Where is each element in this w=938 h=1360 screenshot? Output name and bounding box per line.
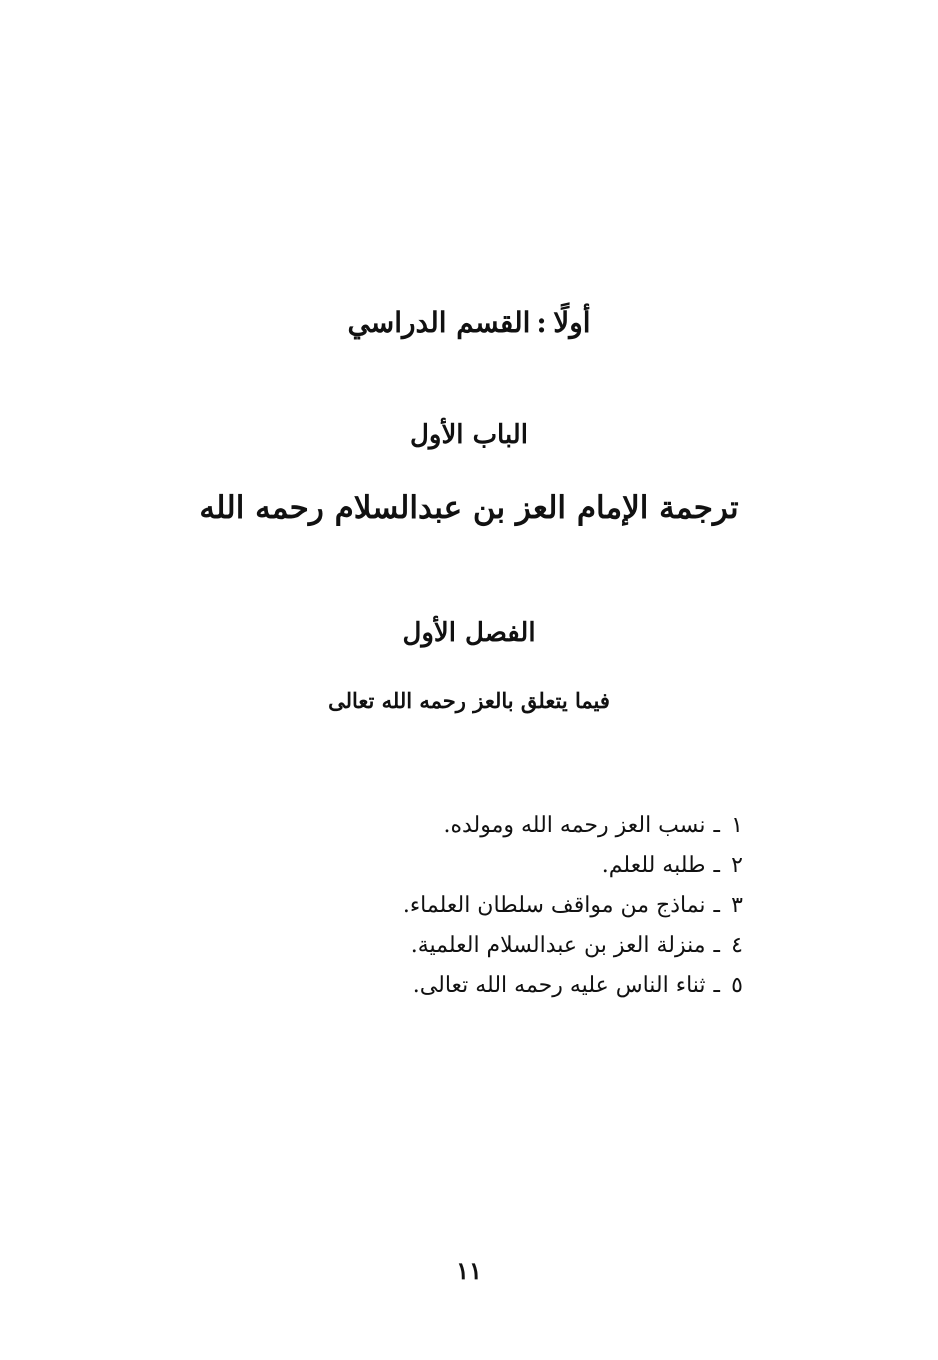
item-dash: ـ [713,853,720,878]
list-item [403,886,746,926]
chapter-label: الباب الأول [410,420,528,450]
list-item [403,966,746,1006]
item-number: ٥ [731,973,743,998]
item-dash: ـ [713,813,720,838]
item-text: نماذج من مواقف سلطان العلماء. [402,893,706,918]
list-item [403,846,746,886]
item-text: منزلة العز بن عبدالسلام العلمية. [410,933,706,958]
section-subtitle: فيما يتعلق بالعز رحمه الله تعالى [328,688,610,713]
part-title-separator: : [536,306,548,339]
item-number: ١ [731,813,743,838]
item-dash: ـ [713,893,720,918]
item-text: نسب العز رحمه الله ومولده. [443,813,706,838]
part-title-text: القسم الدراسي [347,306,531,339]
item-dash: ـ [713,973,720,998]
list-item [403,926,746,966]
page-number: ١١ [456,1256,482,1285]
chapter-title: ترجمة الإمام العز بن عبدالسلام رحمه الله [199,490,739,526]
part-title [0,306,938,339]
part-title-prefix: أولًا [553,306,591,339]
list-item [403,806,746,846]
item-number: ٤ [731,933,743,958]
item-number: ٢ [731,853,743,878]
item-dash: ـ [713,933,720,958]
item-text: ثناء الناس عليه رحمه الله تعالى. [412,973,706,998]
table-of-contents [403,806,746,1006]
item-text: طلبه للعلم. [601,853,706,878]
item-number: ٣ [731,893,743,918]
section-label: الفصل الأول [402,618,536,648]
